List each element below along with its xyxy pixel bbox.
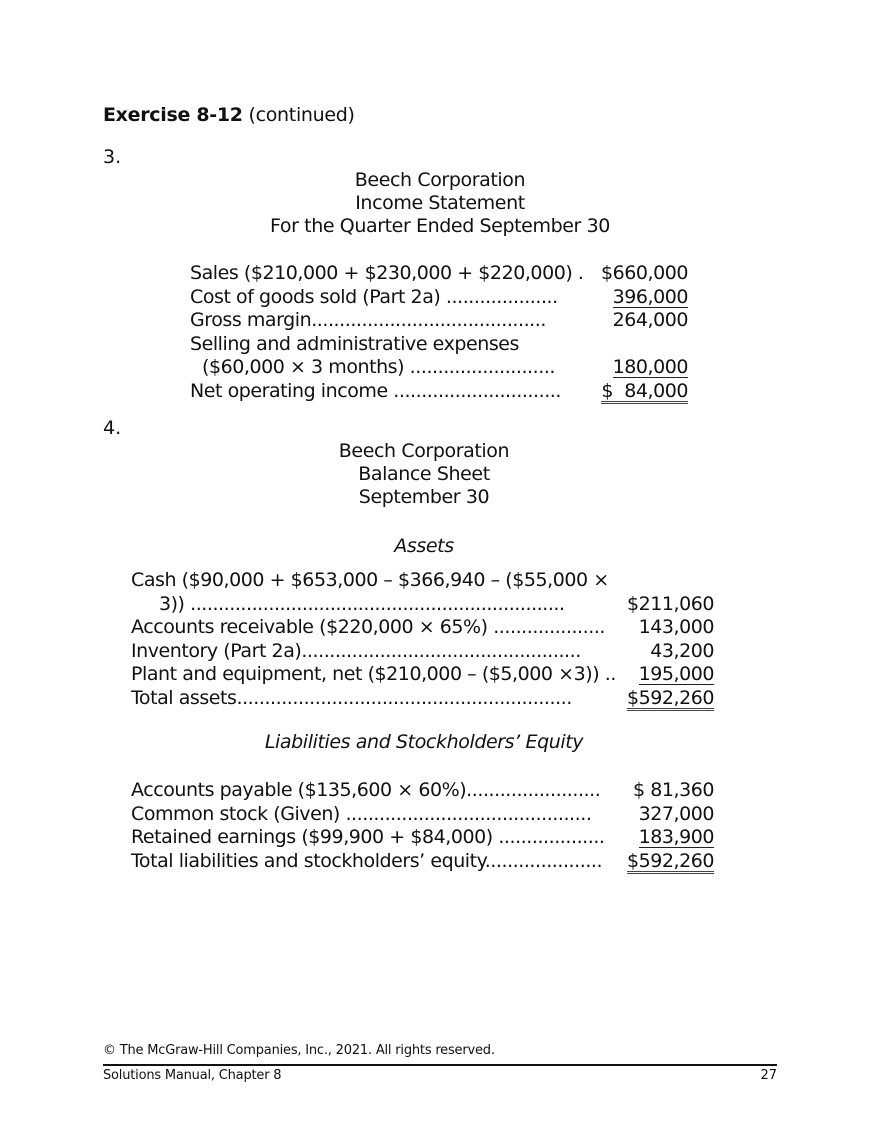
- income-statement-title: [0, 169, 880, 238]
- statement-period: For the Quarter Ended September 30: [270, 215, 610, 237]
- row-label: Selling and administrative expenses: [190, 332, 519, 355]
- row-value: $592,260: [626, 849, 714, 872]
- row-value: 180,000: [612, 356, 688, 378]
- assets-heading: Assets: [394, 535, 454, 557]
- footer-manual-chapter: Solutions Manual, Chapter 8: [103, 1068, 282, 1083]
- row-label: Gross margin..........................................: [190, 309, 546, 331]
- row-value: 183,900: [638, 826, 714, 848]
- row-label: ($60,000 × 3 months) ..........................: [202, 356, 556, 378]
- exercise-title: Exercise 8-12: [103, 104, 243, 126]
- statement-name: Income Statement: [355, 192, 525, 214]
- row-value: $592,260: [626, 686, 714, 709]
- row-label: Sales ($210,000 + $230,000 + $220,000) .: [190, 262, 584, 284]
- exercise-suffix: (continued): [242, 104, 355, 126]
- liabilities-heading: Liabilities and Stockholders’ Equity: [264, 731, 584, 753]
- copyright-notice: © The McGraw-Hill Companies, Inc., 2021. All rights reserved.: [103, 1043, 495, 1058]
- row-value: 143,000: [638, 616, 714, 638]
- balance-sheet-title: [0, 440, 864, 509]
- part-4-number: 4.: [103, 417, 122, 439]
- row-value: 327,000: [638, 802, 714, 825]
- row-label: Plant and equipment, net ($210,000 – ($5,000 ×3)) ..: [131, 663, 616, 685]
- row-value: 43,200: [650, 639, 714, 662]
- statement-date: September 30: [358, 486, 490, 508]
- row-value: $211,060: [626, 592, 714, 615]
- row-value: 195,000: [638, 663, 714, 685]
- page-number: 27: [760, 1068, 777, 1083]
- row-label: Accounts receivable ($220,000 × 65%) ....................: [131, 616, 606, 638]
- row-label: Cost of goods sold (Part 2a) ....................: [190, 285, 558, 308]
- company-name: Beech Corporation: [338, 440, 510, 462]
- row-value: $660,000: [600, 262, 688, 284]
- exercise-heading: [103, 104, 355, 126]
- row-label: Total assets............................................................: [131, 686, 572, 709]
- footer-divider: [103, 1064, 777, 1066]
- row-value: 396,000: [612, 285, 688, 308]
- row-label: Cash ($90,000 + $653,000 – $366,940 – ($55,000 ×: [131, 569, 609, 591]
- row-label: Accounts payable ($135,600 × 60%)........................: [131, 779, 601, 801]
- company-name: Beech Corporation: [354, 169, 526, 191]
- row-label: Common stock (Given) ............................................: [131, 802, 592, 825]
- row-value: 264,000: [612, 309, 688, 331]
- row-label: 3)) ...................................................................: [131, 592, 565, 615]
- part-3-number: 3.: [103, 146, 122, 168]
- statement-name: Balance Sheet: [358, 463, 490, 485]
- row-value: $ 84,000: [601, 379, 688, 402]
- row-label: Net operating income ..............................: [190, 379, 561, 402]
- row-label: Total liabilities and stockholders’ equity.....................: [131, 849, 603, 872]
- row-label: Retained earnings ($99,900 + $84,000) ...................: [131, 826, 605, 848]
- row-label: Inventory (Part 2a)..................................................: [131, 639, 581, 662]
- row-value: $ 81,360: [632, 779, 714, 801]
